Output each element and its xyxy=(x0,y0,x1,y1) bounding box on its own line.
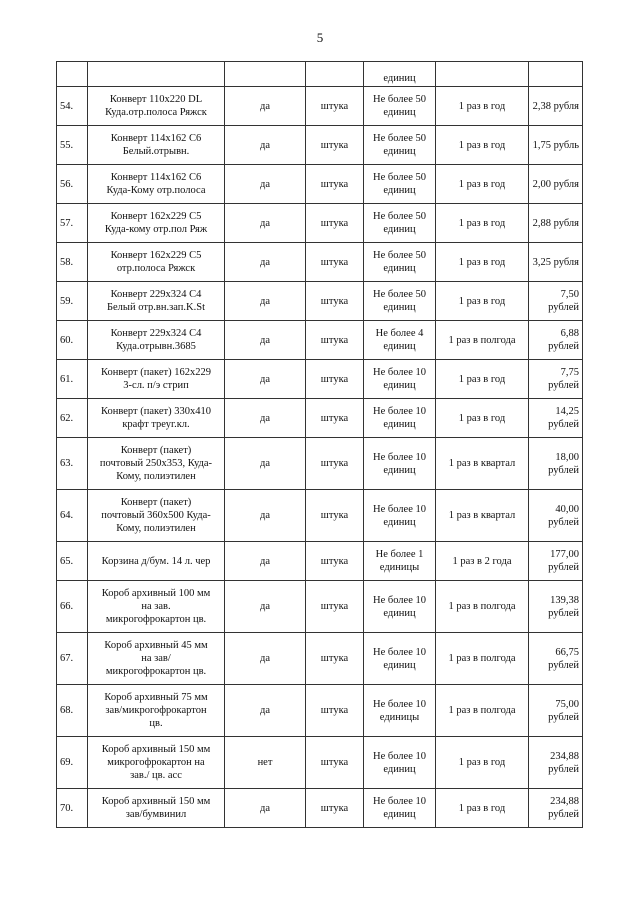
item-name-line: отр.полоса Ряжск xyxy=(116,263,196,274)
limit-cell xyxy=(364,165,436,204)
row-number: 67. xyxy=(57,633,88,685)
limit-line: единиц xyxy=(383,659,416,671)
price-cell: 2,88 рубля xyxy=(529,204,583,243)
item-name-line: почтовый 250х353, Куда- xyxy=(99,458,213,469)
limit-cell xyxy=(364,789,436,828)
item-name-line: Кому, полиэтилен xyxy=(116,471,196,482)
goods-table-body xyxy=(57,62,583,828)
item-name-line: микрогофрокартон цв. xyxy=(105,614,207,625)
limit-line: Не более 10 xyxy=(372,750,426,762)
row-number: 64. xyxy=(57,490,88,542)
limit-line: Не более 50 xyxy=(372,133,426,144)
price-cell: 2,00 рубля xyxy=(529,165,583,204)
limit-cell xyxy=(364,542,436,581)
limit-cell xyxy=(364,399,436,438)
row-number: 54. xyxy=(57,87,88,126)
table-row xyxy=(57,399,583,438)
unit-cell: штука xyxy=(306,282,364,321)
period-cell: 1 раз в 2 года xyxy=(436,542,529,581)
limit-line: единиц xyxy=(383,302,416,313)
item-name-cell xyxy=(88,438,225,490)
item-name-line: Конверт (пакет) 330х410 xyxy=(101,406,211,417)
item-name-cell xyxy=(88,789,225,828)
item-name-line: Кому, полиэтилен xyxy=(116,523,196,534)
unit-cell: штука xyxy=(306,737,364,789)
period-cell: 1 раз в год xyxy=(436,399,529,438)
price-cell: 6,88 рублей xyxy=(529,321,583,360)
item-name-line: на зав/ xyxy=(141,653,171,664)
period-cell: 1 раз в год xyxy=(436,282,529,321)
item-name-line: Короб архивный 75 мм xyxy=(104,692,208,703)
page-number: 5 xyxy=(316,30,324,45)
item-name-line: Конверт 110х220 DL xyxy=(109,94,203,105)
limit-line: единиц xyxy=(383,263,416,274)
limit-line: Не более 10 xyxy=(372,698,426,710)
price-cell: 2,38 рубля xyxy=(529,87,583,126)
table-row xyxy=(57,581,583,633)
limit-line: Не более 50 xyxy=(372,172,426,183)
unit-cell: штука xyxy=(306,490,364,542)
unit-cell: штука xyxy=(306,789,364,828)
table-row xyxy=(57,490,583,542)
limit-line: единиц xyxy=(383,607,416,619)
table-row xyxy=(57,321,583,360)
limit-line: единиц xyxy=(383,146,416,157)
limit-cell xyxy=(364,282,436,321)
item-name-line: зав/микрогофрокартон xyxy=(105,705,207,716)
limit-line: Не более 10 xyxy=(372,594,426,606)
item-name-line: Конверт 162х229 С5 xyxy=(110,211,202,222)
item-name-line: цв. xyxy=(149,718,163,729)
limit-line: единицы xyxy=(379,711,420,723)
table-row xyxy=(57,165,583,204)
period-cell: 1 раз в полгода xyxy=(436,581,529,633)
table-cell xyxy=(88,62,225,87)
item-name-cell xyxy=(88,321,225,360)
item-name-line: микрогофрокартон на xyxy=(107,757,205,768)
period-cell: 1 раз в год xyxy=(436,204,529,243)
item-name-cell xyxy=(88,542,225,581)
item-name-line: Белый.отрывн. xyxy=(122,146,190,157)
limit-line: единиц xyxy=(383,809,416,820)
item-name-line: 3-сл. п/э стрип xyxy=(123,380,189,391)
item-name-line: Короб архивный 150 мм xyxy=(101,744,211,755)
price-cell: 3,25 рубля xyxy=(529,243,583,282)
flag-cell: да xyxy=(225,542,306,581)
flag-cell: нет xyxy=(225,737,306,789)
table-row xyxy=(57,204,583,243)
price-cell: 234,88 рублей xyxy=(529,737,583,789)
period-cell: 1 раз в год xyxy=(436,789,529,828)
flag-cell: да xyxy=(225,685,306,737)
limit-line: Не более 4 xyxy=(375,328,424,339)
period-cell: 1 раз в год xyxy=(436,243,529,282)
price-cell: 177,00 рублей xyxy=(529,542,583,581)
item-name-cell xyxy=(88,360,225,399)
unit-cell: штука xyxy=(306,360,364,399)
row-number: 59. xyxy=(57,282,88,321)
table-cell xyxy=(529,62,583,87)
price-cell: 18,00 рублей xyxy=(529,438,583,490)
limit-line: единиц xyxy=(383,380,416,391)
flag-cell: да xyxy=(225,243,306,282)
limit-line: Не более 1 xyxy=(375,549,424,560)
flag-cell: да xyxy=(225,438,306,490)
item-name-line: Конверт 114х162 С6 xyxy=(110,133,202,144)
row-number: 66. xyxy=(57,581,88,633)
table-cell xyxy=(436,62,529,87)
row-number: 56. xyxy=(57,165,88,204)
limit-line: единиц xyxy=(383,341,416,352)
row-number: 57. xyxy=(57,204,88,243)
row-number: 58. xyxy=(57,243,88,282)
limit-line: Не более 10 xyxy=(372,406,426,417)
price-cell: 14,25 рублей xyxy=(529,399,583,438)
limit-line: Не более 50 xyxy=(372,250,426,261)
item-name-line: Куда-кому отр.пол Ряж xyxy=(104,224,208,235)
flag-cell: да xyxy=(225,87,306,126)
item-name-line: Конверт 162х229 С5 xyxy=(110,250,202,261)
table-cell xyxy=(225,62,306,87)
item-name-line: зав./ цв. асс xyxy=(130,770,182,781)
item-name-line: Куда.отр.полоса Ряжск xyxy=(105,107,207,118)
table-row xyxy=(57,789,583,828)
limit-line: единиц xyxy=(383,419,416,430)
item-name-line: Конверт 229х324 С4 xyxy=(110,328,202,339)
item-name-line: Конверт 229х324 С4 xyxy=(110,289,202,300)
unit-cell: штука xyxy=(306,633,364,685)
item-name-line: Конверт (пакет) 162х229 xyxy=(101,367,211,378)
table-cell xyxy=(57,62,88,87)
item-name-line: Корзина д/бум. 14 л. чер xyxy=(101,555,211,567)
table-row xyxy=(57,282,583,321)
limit-cell xyxy=(364,490,436,542)
price-cell: 7,50 рублей xyxy=(529,282,583,321)
period-cell: 1 раз в квартал xyxy=(436,490,529,542)
item-name-line: Короб архивный 100 мм xyxy=(101,588,211,599)
period-cell: 1 раз в год xyxy=(436,87,529,126)
item-name-line: Короб архивный 150 мм xyxy=(101,796,211,807)
item-name-line: почтовый 360х500 Куда- xyxy=(101,510,211,521)
row-number: 63. xyxy=(57,438,88,490)
limit-cell xyxy=(364,360,436,399)
unit-cell: штука xyxy=(306,87,364,126)
limit-line: Не более 50 xyxy=(372,211,426,222)
item-name-line: Короб архивный 45 мм xyxy=(104,640,208,651)
limit-line: единиц xyxy=(383,763,416,775)
row-number: 60. xyxy=(57,321,88,360)
unit-cell: штука xyxy=(306,126,364,165)
limit-line: Не более 50 xyxy=(372,289,426,300)
goods-table xyxy=(56,61,583,828)
item-name-line: крафт треуг.кл. xyxy=(122,419,190,430)
price-cell: 40,00 рублей xyxy=(529,490,583,542)
flag-cell: да xyxy=(225,204,306,243)
table-row xyxy=(57,542,583,581)
limit-line: единиц xyxy=(383,516,416,528)
price-cell: 75,00 рублей xyxy=(529,685,583,737)
limit-cell xyxy=(364,204,436,243)
period-cell: 1 раз в год xyxy=(436,360,529,399)
limit-line: единиц xyxy=(383,107,416,118)
limit-line: Не более 10 xyxy=(372,646,426,658)
flag-cell: да xyxy=(225,126,306,165)
row-number: 61. xyxy=(57,360,88,399)
table-row xyxy=(57,126,583,165)
flag-cell: да xyxy=(225,789,306,828)
period-cell: 1 раз в квартал xyxy=(436,438,529,490)
item-name-line: на зав. xyxy=(141,601,171,612)
period-cell: 1 раз в полгода xyxy=(436,685,529,737)
table-row xyxy=(57,685,583,737)
item-name-line: Конверт 114х162 С6 xyxy=(110,172,202,183)
unit-cell: штука xyxy=(306,685,364,737)
item-name-cell xyxy=(88,243,225,282)
item-name-cell xyxy=(88,581,225,633)
table-row xyxy=(57,438,583,490)
price-cell: 66,75 рублей xyxy=(529,633,583,685)
unit-cell: штука xyxy=(306,321,364,360)
flag-cell: да xyxy=(225,399,306,438)
table-row xyxy=(57,633,583,685)
item-name-line: Куда.отрывн.3685 xyxy=(116,341,196,352)
flag-cell: да xyxy=(225,282,306,321)
limit-cell xyxy=(364,633,436,685)
flag-cell: да xyxy=(225,581,306,633)
limit-line: Не более 10 xyxy=(372,796,426,807)
flag-cell: да xyxy=(225,490,306,542)
row-number: 70. xyxy=(57,789,88,828)
period-cell: 1 раз в полгода xyxy=(436,633,529,685)
row-number: 65. xyxy=(57,542,88,581)
unit-cell: штука xyxy=(306,243,364,282)
limit-line: Не более 50 xyxy=(372,94,426,105)
unit-cell: штука xyxy=(306,581,364,633)
item-name-cell xyxy=(88,126,225,165)
price-cell: 1,75 рубль xyxy=(529,126,583,165)
item-name-cell xyxy=(88,399,225,438)
item-name-cell xyxy=(88,633,225,685)
continuation-row xyxy=(57,62,583,87)
item-name-cell xyxy=(88,165,225,204)
limit-line: единиц xyxy=(383,464,416,476)
table-row xyxy=(57,243,583,282)
item-name-cell xyxy=(88,282,225,321)
period-cell: 1 раз в год xyxy=(436,737,529,789)
flag-cell: да xyxy=(225,633,306,685)
table-cell xyxy=(306,62,364,87)
item-name-line: Конверт (пакет) xyxy=(120,497,192,508)
item-name-cell xyxy=(88,87,225,126)
limit-line: Не более 10 xyxy=(372,367,426,378)
period-cell: 1 раз в полгода xyxy=(436,321,529,360)
row-number: 55. xyxy=(57,126,88,165)
unit-cell: штука xyxy=(306,165,364,204)
limit-cell xyxy=(364,581,436,633)
item-name-cell xyxy=(88,490,225,542)
item-name-line: зав/бумвинил xyxy=(125,809,187,820)
item-name-cell xyxy=(88,737,225,789)
limit-line: Не более 10 xyxy=(372,451,426,463)
unit-cell: штука xyxy=(306,542,364,581)
table-row xyxy=(57,87,583,126)
price-cell: 139,38 рублей xyxy=(529,581,583,633)
item-name-line: Куда-Кому отр.полоса xyxy=(106,185,206,196)
row-number: 68. xyxy=(57,685,88,737)
unit-cell: штука xyxy=(306,399,364,438)
limit-cell xyxy=(364,737,436,789)
limit-cell: единиц xyxy=(364,62,436,87)
limit-line: единиц xyxy=(383,224,416,235)
row-number: 69. xyxy=(57,737,88,789)
row-number: 62. xyxy=(57,399,88,438)
item-name-line: Конверт (пакет) xyxy=(120,445,192,456)
item-name-line: Белый отр.вн.зап.K.St xyxy=(106,302,205,313)
price-cell: 234,88 рублей xyxy=(529,789,583,828)
flag-cell: да xyxy=(225,321,306,360)
limit-line: единиц xyxy=(383,185,416,196)
limit-line: единицы xyxy=(379,562,420,573)
item-name-cell xyxy=(88,204,225,243)
flag-cell: да xyxy=(225,360,306,399)
limit-cell xyxy=(364,321,436,360)
period-cell: 1 раз в год xyxy=(436,165,529,204)
limit-cell xyxy=(364,126,436,165)
item-name-cell xyxy=(88,685,225,737)
period-cell: 1 раз в год xyxy=(436,126,529,165)
limit-cell xyxy=(364,685,436,737)
limit-cell xyxy=(364,438,436,490)
limit-line: Не более 10 xyxy=(372,503,426,515)
limit-cell xyxy=(364,87,436,126)
unit-cell: штука xyxy=(306,438,364,490)
table-row xyxy=(57,360,583,399)
unit-cell: штука xyxy=(306,204,364,243)
limit-cell xyxy=(364,243,436,282)
flag-cell: да xyxy=(225,165,306,204)
item-name-line: микрогофрокартон цв. xyxy=(105,666,207,677)
price-cell: 7,75 рублей xyxy=(529,360,583,399)
table-row xyxy=(57,737,583,789)
